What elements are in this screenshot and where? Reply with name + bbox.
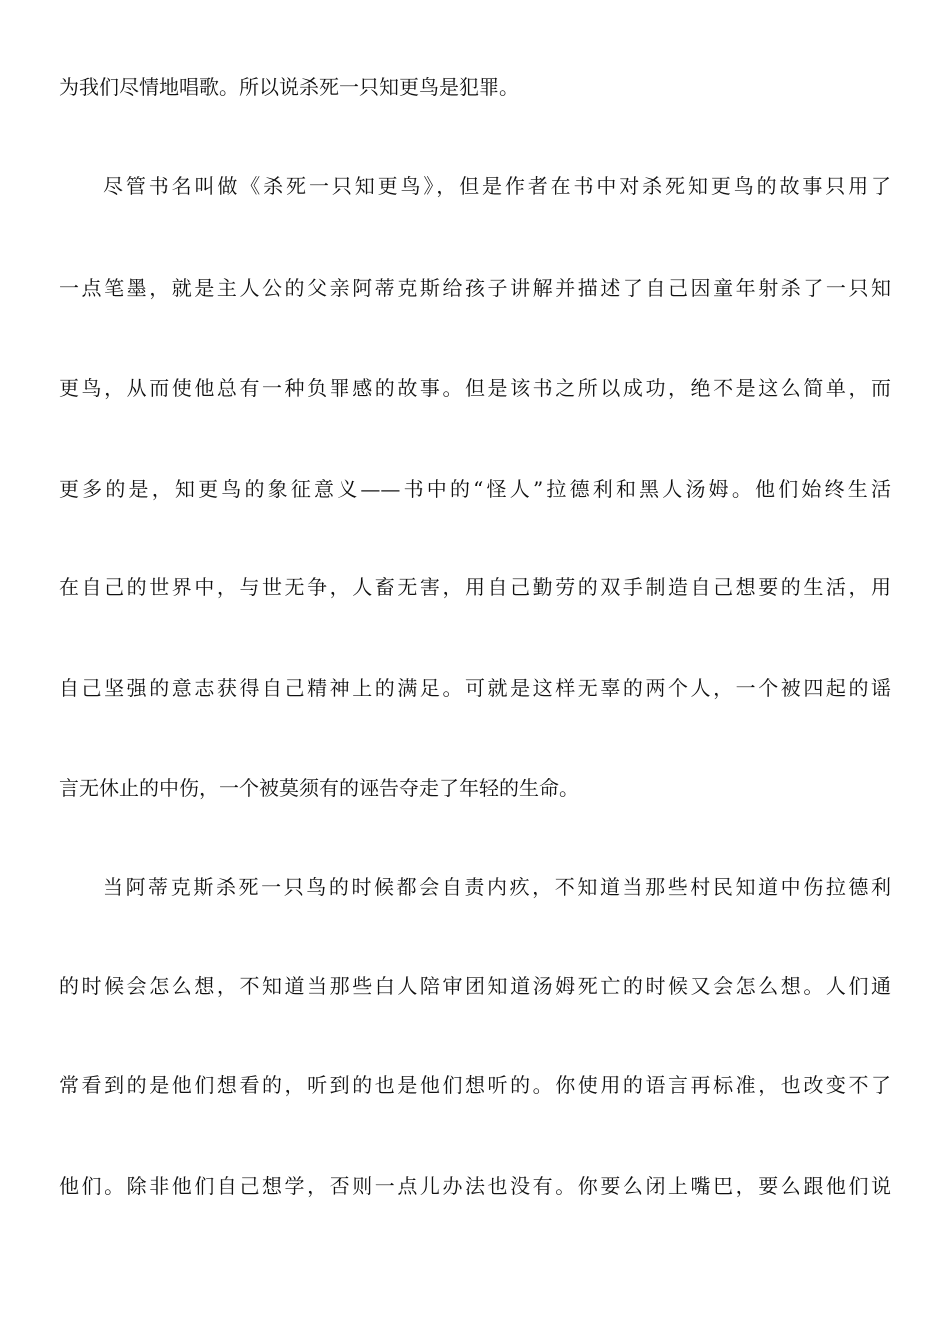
paragraph-2-line-6: 自己坚强的意志获得自己精神上的满足。可就是这样无辜的两个人，一个被四起的谣 (59, 676, 891, 700)
paragraph-2-line-7: 言无休止的中伤，一个被莫须有的诬告夺走了年轻的生命。 (59, 776, 579, 800)
paragraph-3-line-3: 常看到的是他们想看的，听到的也是他们想听的。你使用的语言再标准，也改变不了 (59, 1073, 891, 1097)
paragraph-3-line-4: 他们。除非他们自己想学，否则一点儿办法也没有。你要么闭上嘴巴，要么跟他们说 (59, 1174, 891, 1198)
paragraph-2-line-4: 更多的是，知更鸟的象征意义——书中的“怪人”拉德利和黑人汤姆。他们始终生活 (59, 477, 891, 501)
paragraph-3-line-2: 的时候会怎么想，不知道当那些白人陪审团知道汤姆死亡的时候又会怎么想。人们通 (59, 974, 891, 998)
paragraph-2-line-1: 尽管书名叫做《杀死一只知更鸟》，但是作者在书中对杀死知更鸟的故事只用了 (103, 174, 891, 198)
paragraph-3-line-1: 当阿蒂克斯杀死一只鸟的时候都会自责内疚，不知道当那些村民知道中伤拉德利 (103, 875, 891, 899)
paragraph-2-line-3: 更鸟，从而使他总有一种负罪感的故事。但是该书之所以成功，绝不是这么简单，而 (59, 376, 891, 400)
paragraph-2-line-2: 一点笔墨，就是主人公的父亲阿蒂克斯给孩子讲解并描述了自己因童年射杀了一只知 (59, 276, 891, 300)
paragraph-1-line-1: 为我们尽情地唱歌。所以说杀死一只知更鸟是犯罪。 (59, 75, 519, 99)
paragraph-2-line-5: 在自己的世界中，与世无争，人畜无害，用自己勤劳的双手制造自己想要的生活，用 (59, 575, 891, 599)
